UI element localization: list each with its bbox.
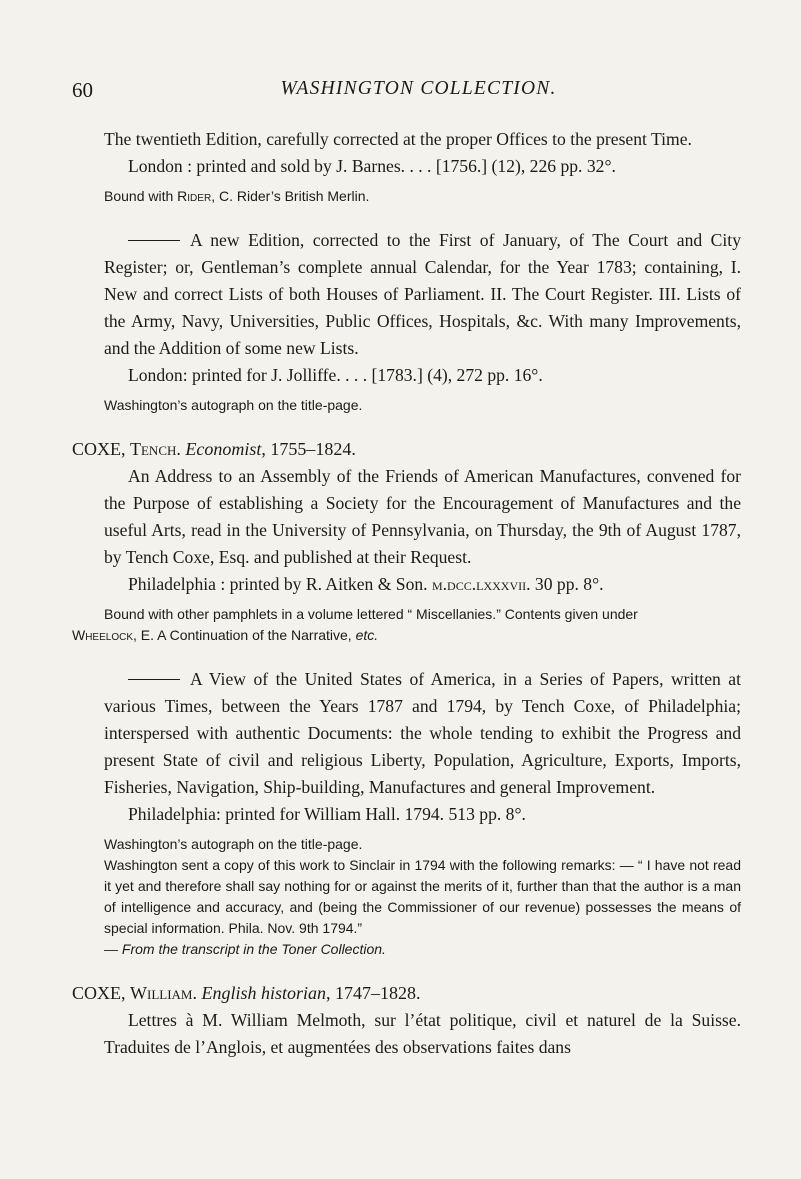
ditto-dash bbox=[128, 240, 180, 241]
author-role: English historian bbox=[201, 983, 326, 1003]
author-dates: 1755–1824. bbox=[270, 439, 356, 459]
note-etc: etc. bbox=[355, 627, 379, 643]
entry-text-body: A new Edition, corrected to the First of January, of The Court and City Register; or, Gentleman’s complete annual Calendar, for the Year 1783; containing, I. New and correct Lists of both Houses of Parliament. II. The Court Register. III. Lists of the Army, Navy, Universities, Public Offices, Hospitals, &c. With many Improvements, and the Addition of some new Lists. bbox=[104, 230, 741, 358]
author-surname: COXE bbox=[72, 983, 121, 1003]
imprint-date: m.dcc.lxxxvii. bbox=[431, 574, 531, 594]
page-header bbox=[72, 78, 737, 108]
entry-note: Washington’s autograph on the title-page. bbox=[104, 836, 363, 852]
entry-text bbox=[104, 227, 741, 362]
entry-note: Washington sent a copy of this work to Sinclair in 1794 with the following remarks: — “ I have not read it yet and therefore shall say nothing for or against the merits of it, further than that the author is a man of intelligence and accuracy, and (being the Commissioner of our revenue) possesses the means of special information. Phila. Nov. 9th 1794.” bbox=[104, 857, 741, 936]
entry-imprint bbox=[104, 571, 741, 598]
author-heading: COXE, William. English historian, 1747–1828. bbox=[72, 983, 421, 1003]
entry-note bbox=[104, 186, 741, 207]
note-text: Bound with bbox=[104, 188, 178, 204]
imprint-text: 30 pp. 8°. bbox=[530, 574, 604, 594]
author-forename: William bbox=[130, 983, 193, 1003]
note-name: Rider bbox=[177, 188, 212, 204]
entry-text bbox=[104, 666, 741, 801]
entry-text-body: A View of the United States of America, in a Series of Papers, written at various Times, between the Years 1787 and 1794, by Tench Coxe, of Philadelphia; interspersed with authentic Documents: the whole tending to exhibit the Progress and present State of civil and religious Liberty, Population, Agriculture, Exports, Imports, Fisheries, Navigation, Ship-building, Manufactures and general Improvement. bbox=[104, 669, 741, 797]
entry-note bbox=[72, 625, 741, 646]
entry-text: An Address to an Assembly of the Friends of American Manufactures, convened for the Purpose of establishing a Society for the Encouragement of Manufactures and the useful Arts, read in the University of Pennsylvania, on Thursday, the 9th of August 1787, by Tench Coxe, Esq. and published at their Request. bbox=[104, 466, 741, 567]
entry-imprint: London: printed for J. Jolliffe. . . . [1783.] (4), 272 pp. 16°. bbox=[128, 365, 543, 385]
note-text: , E. A Continuation of the Narrative, bbox=[133, 627, 356, 643]
imprint-text: Philadelphia : printed by R. Aitken & Son. bbox=[128, 574, 432, 594]
entry-text: Lettres à M. William Melmoth, sur l’état politique, civil et naturel de la Suisse. Traduites de l’Anglois, et augmentées des observations faites dans bbox=[104, 1010, 741, 1057]
note-text: , C. Rider’s British Merlin. bbox=[211, 188, 370, 204]
entry-imprint: London : printed and sold by J. Barnes. . . . [1756.] (12), 226 pp. 32°. bbox=[128, 156, 616, 176]
author-dates: 1747–1828. bbox=[335, 983, 421, 1003]
note-name: Wheelock bbox=[72, 627, 134, 643]
entry-note-source: — From the transcript in the Toner Collection. bbox=[104, 941, 386, 957]
author-heading: COXE, Tench. Economist, 1755–1824. bbox=[72, 439, 356, 459]
entry-text: The twentieth Edition, carefully corrected at the proper Offices to the present Time. bbox=[104, 129, 692, 149]
entry-note: Bound with other pamphlets in a volume lettered “ Miscellanies.” Contents given under bbox=[104, 606, 638, 622]
ditto-dash bbox=[128, 679, 180, 680]
author-surname: COXE bbox=[72, 439, 121, 459]
author-role: Economist bbox=[185, 439, 262, 459]
entry-imprint: Philadelphia: printed for William Hall. 1794. 513 pp. 8°. bbox=[128, 804, 526, 824]
author-forename: Tench bbox=[130, 439, 177, 459]
running-title: WASHINGTON COLLECTION. bbox=[280, 78, 557, 99]
entry-note: Washington’s autograph on the title-page. bbox=[104, 397, 363, 413]
page-number: 60 bbox=[72, 78, 93, 102]
page-content bbox=[72, 126, 741, 1061]
